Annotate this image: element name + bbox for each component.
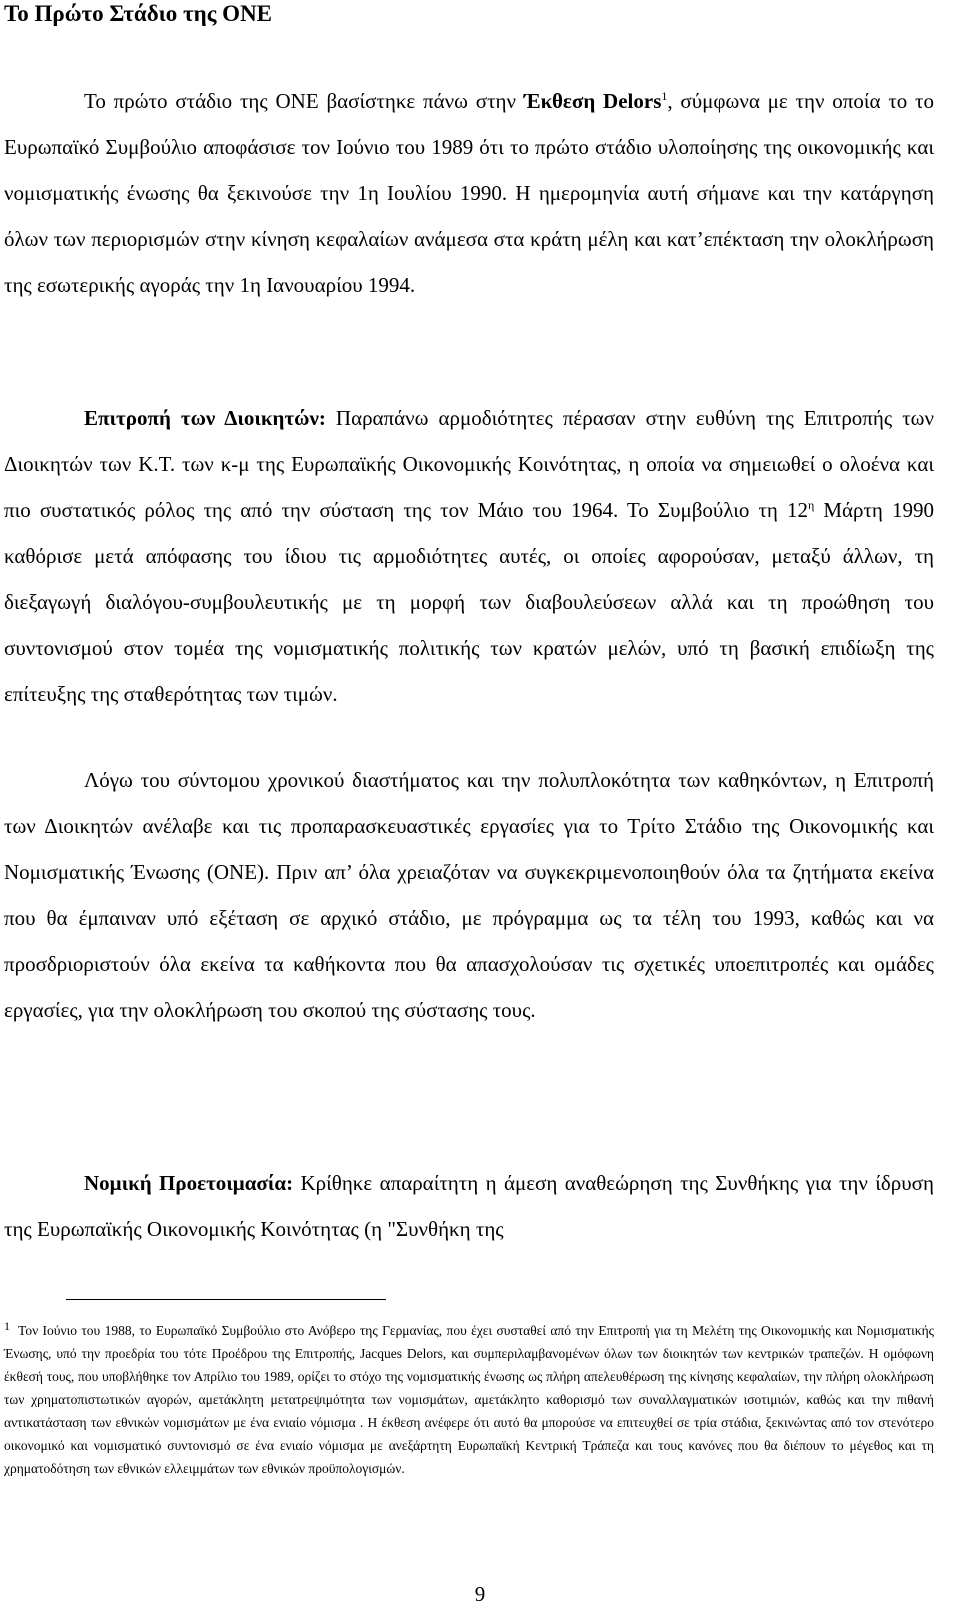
- delors-report-term: Έκθεση Delors: [523, 89, 662, 113]
- paragraph-third-stage: Λόγω του σύντομου χρονικού διαστήματος και την πολυπλοκότητα των καθηκόντων, η Επιτροπή των Διοικητών ανέλαβε και τις προπαρασκευαστικές εργασίες για το Τρίτο Στάδιο της Οικονομικής και Νομισματικής Ένωσης (ΟΝΕ). Πριν απ’ όλα χρειαζόταν να συγκεκριμενοποιηθούν όλα τα ζητήματα εκείνα που θα έμπαιναν υπό εξέταση σε αρχικό στάδιο, με πρόγραμμα ως τα τέλη του 1993, καθώς και να προσδριοριστούν όλα εκείνα τα καθήκοντα που θα απασχολούσαν τις σχετικές υποεπιτροπές και ομάδες εργασίες, για την ολοκλήρωση του σκοπού της σύστασης τους.: [4, 768, 934, 1022]
- footnote-text: Τον Ιούνιο του 1988, το Ευρωπαϊκό Συμβούλιο στο Ανόβερο της Γερμανίας, που έχει συσταθεί από την Επιτροπή για τη Μελέτη της Οικονομικής και Νομισματικής Ένωσης, υπό την προεδρία του τότε Προέδρου της Επιτροπής, Jacques Delors, και συμπεριλαμβανομένων όλων των διοικητών των κεντρικών τραπεζών. Η ομόφωνη έκθεσή τους, που υποβλήθηκε τον Απρίλιο του 1989, ορίζει το στόχο της νομισματικής ένωσης ως πλήρη απελευθέρωση της κίνησης κεφαλαίων, την πλήρη ολοκλήρωση των χρηματοπιστωτικών αγορών, αμετάκλητη μετατρεψιμότητα των νομισμάτων, αμετάκλητο καθορισμό των συναλλαγματικών ισοτιμιών, καθώς και την πιθανή αντικατάσταση των εθνικών νομισμάτων με ένα ενιαίο νόμισμα . Η έκθεση ανέφερε ότι αυτό θα μπορούσε να επιτευχθεί σε τρία στάδια, ξεκινώντας από τον στενότερο οικονομικό και νομισματικό συντονισμό σε ένα ενιαίο νόμισμα με ανεξάρτητη Ευρωπαϊκή Κεντρική Τράπεζα και τους κανόνες που θα διέπουν το μέγεθος και τη χρηματοδότηση των εθνικών ελλειμμάτων των εθνικών προϋπολογισμών.: [4, 1323, 934, 1476]
- footnote: [4, 1319, 934, 1480]
- page-number: 9: [474, 1582, 486, 1606]
- paragraph-text: Παραπάνω αρμοδιότητες πέρασαν στην ευθύνη της Επιτροπής των Διοικητών των Κ.Τ. των κ-μ της Ευρωπαϊκής Οικονομικής Κοινότητας, η οποία να σημειωθεί ο ολοένα και πιο συστατικός ρόλος της από την σύσταση της τον Μάιο του 1964. Το Συμβούλιο τη 12: [4, 406, 934, 522]
- section-label: Επιτροπή των Διοικητών:: [84, 406, 326, 430]
- footnote-separator: [66, 1299, 386, 1300]
- page-title: Το Πρώτο Στάδιο της ΟΝΕ: [4, 1, 273, 26]
- paragraph-text: Μάρτη 1990 καθόρισε μετά απόφασης του ίδιου τις αρμοδιότητες αυτές, οι οποίες αφορούσαν, μεταξύ άλλων, τη διεξαγωγή διαλόγου-συμβουλευτικής με τη μορφή των διαβουλεύσεων αλλά και τη προώθηση του συντονισμού στον τομέα της νομισματικής πολιτικής των κρατών μελών, υπό τη βασική επιδίωξη της επίτευξης της σταθερότητας των τιμών.: [4, 498, 934, 706]
- paragraph-committee-of-governors: [4, 395, 934, 717]
- paragraph-text: , σύμφωνα με την οποία το το Ευρωπαϊκό Συμβούλιο αποφάσισε τον Ιούνιο του 1989 ότι το πρώτο στάδιο υλοποίησης της οικονομικής και νομισματικής ένωσης θα ξεκινούσε την 1η Ιουλίου 1990. Η ημερομηνία αυτή σήμανε και την κατάργηση όλων των περιορισμών στην κίνηση κεφαλαίων ανάμεσα στα κράτη μέλη και κατ’επέκταση την ολοκλήρωση της εσωτερικής αγοράς την 1η Ιανουαρίου 1994.: [4, 89, 934, 297]
- paragraph-first-stage: [4, 78, 934, 308]
- paragraph-legal-preparation: [4, 1160, 934, 1252]
- footnote-reference[interactable]: 1: [661, 89, 668, 103]
- footnote-number: 1: [4, 1318, 10, 1333]
- paragraph-text: Το πρώτο στάδιο της ΟΝΕ βασίστηκε πάνω στην: [84, 89, 524, 113]
- ordinal-superscript: η: [807, 498, 815, 512]
- paragraph-text: Κρίθηκε απαραίτητη η άμεση αναθεώρηση της Συνθήκης για την ίδρυση της Ευρωπαϊκής Οικονομικής Κοινότητας (η "Συνθήκη της: [4, 1171, 934, 1241]
- section-label: Νομική Προετοιμασία:: [84, 1171, 294, 1195]
